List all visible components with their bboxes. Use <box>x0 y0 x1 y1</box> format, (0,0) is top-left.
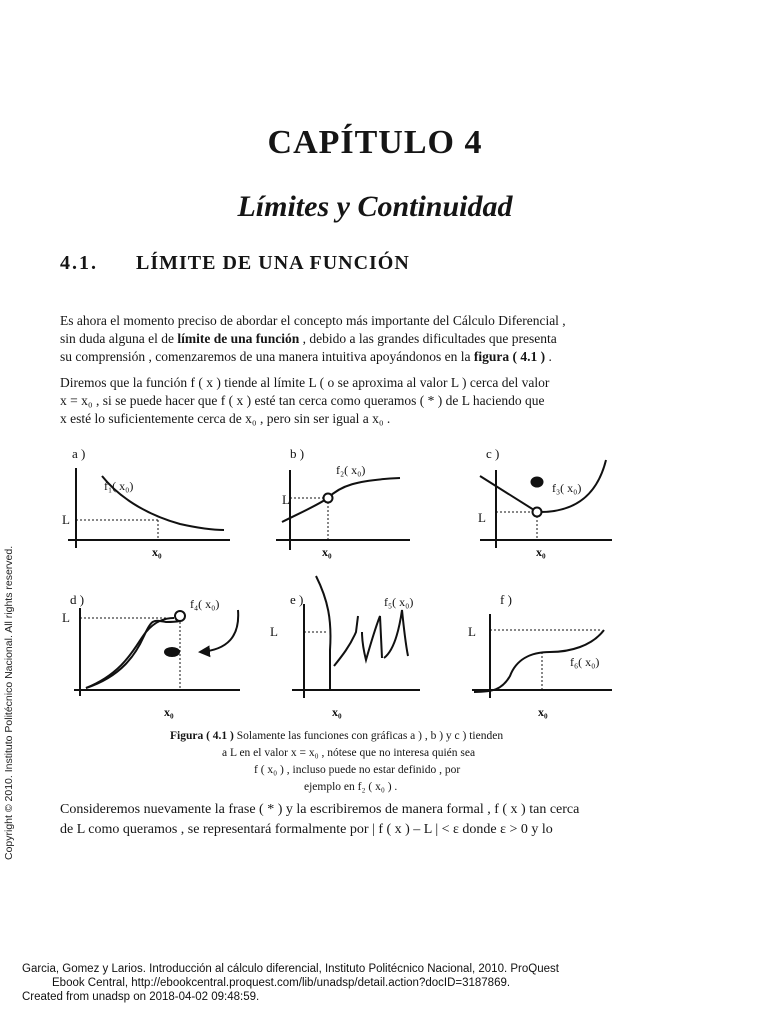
footer-line: Garcia, Gomez y Larios. Introducción al cálculo diferencial, Instituto Politécnico Nacional, 2010. ProQuest <box>22 963 559 975</box>
footer-line: Ebook Central, http://ebookcentral.proquest.com/lib/unadsp/detail.action?docID=3187869. <box>52 977 511 989</box>
function-label: f₅( x₀) <box>384 595 414 609</box>
level-label: L <box>62 610 70 625</box>
level-label: L <box>270 624 278 639</box>
function-label: f₄( x₀) <box>190 597 220 611</box>
function-label: f₂( x₀) <box>336 463 366 477</box>
open-point <box>324 494 333 503</box>
panel-label: f ) <box>500 592 512 607</box>
arrow-curve <box>200 610 238 652</box>
figure-reference: figura ( 4.1 ) <box>473 349 546 364</box>
point-label: x₀ <box>536 545 546 559</box>
level-label: L <box>62 512 70 527</box>
chapter-title: CAPÍTULO 4 <box>267 124 483 161</box>
emphasis-text: límite de una función <box>177 331 300 346</box>
caption-line <box>170 728 590 745</box>
caption-text: Solamente las funciones con gráficas a ) , b ) y c ) tienden <box>233 730 504 742</box>
open-point <box>533 508 542 517</box>
paragraph-line: Diremos que la función f ( x ) tiende al límite L ( o se aproxima al valor L ) cerca del valor <box>60 375 550 390</box>
chapter-subtitle: Límites y Continuidad <box>237 190 513 223</box>
text-run: su comprensión , comenzaremos de una manera intuitiva apoyándonos en la <box>60 349 474 364</box>
footer-line: Created from unadsp on 2018-04-02 09:48:59. <box>22 991 260 1003</box>
text-run: sin duda alguna el de <box>60 331 178 346</box>
paragraph-line: Consideremos nuevamente la frase ( * ) y la escribiremos de manera formal , f ( x ) tan cerca <box>60 802 580 817</box>
caption-line: ejemplo en f₂ ( x₀ ) . <box>304 781 398 793</box>
point-label: x₀ <box>322 545 332 559</box>
function-curve <box>334 616 358 666</box>
section-title: LÍMITE DE UNA FUNCIÓN <box>136 252 410 274</box>
copyright-notice: Copyright © 2010. Instituto Politécnico Nacional. All rights reserved. <box>3 545 15 860</box>
point-label: x₀ <box>152 545 162 559</box>
function-curve-left <box>480 476 534 510</box>
point-label: x₀ <box>164 705 174 719</box>
citation-footer <box>22 962 762 1004</box>
graph-panel-b <box>276 470 410 550</box>
panel-label: e ) <box>290 592 304 607</box>
paragraph-line: de L como queramos , se representará formalmente por | f ( x ) – L | < ε donde ε > 0 y lo <box>60 822 553 837</box>
function-curve <box>362 616 382 660</box>
panel-label: c ) <box>486 446 500 461</box>
caption-figure-label: Figura ( 4.1 ) <box>170 730 234 742</box>
text-run: . <box>545 349 552 364</box>
open-point <box>175 611 185 621</box>
panel-label: b ) <box>290 446 305 461</box>
text-run: , debido a las grandes dificultades que presenta <box>299 331 557 346</box>
function-label: f₆( x₀) <box>570 655 600 669</box>
graph-panel-d <box>74 608 240 696</box>
graph-panel-a <box>68 468 230 548</box>
filled-point <box>165 648 179 656</box>
point-label: x₀ <box>332 705 342 719</box>
function-curve <box>316 576 330 690</box>
paragraph-intro <box>60 312 720 366</box>
figure-caption <box>170 728 590 796</box>
paragraph-formal <box>60 800 720 840</box>
paragraph-line: Es ahora el momento preciso de abordar el concepto más importante del Cálculo Diferencial , <box>60 313 566 328</box>
paragraph-definition <box>60 374 720 428</box>
caption-line: a L en el valor x = x₀ , nótese que no interesa quién sea <box>222 747 476 759</box>
level-label: L <box>282 492 290 507</box>
function-curve <box>86 618 174 688</box>
caption-line: f ( x₀ ) , incluso puede no estar definido , por <box>254 764 461 776</box>
panel-label: a ) <box>72 446 86 461</box>
paragraph-line: x = x₀ , si se puede hacer que f ( x ) esté tan cerca como queramos ( * ) de L haciendo que <box>60 393 545 408</box>
point-label: x₀ <box>538 705 548 719</box>
level-label: L <box>468 624 476 639</box>
figure-4-1 <box>40 440 680 730</box>
function-label: f₃( x₀) <box>552 481 582 495</box>
function-curve <box>384 610 408 658</box>
level-label: L <box>478 510 486 525</box>
panel-label: d ) <box>70 592 85 607</box>
filled-point <box>532 478 543 487</box>
section-number: 4.1. <box>60 252 98 274</box>
function-curve <box>282 478 400 522</box>
paragraph-line: x esté lo suficientemente cerca de x₀ , pero sin ser igual a x₀ . <box>60 411 391 426</box>
paragraph-line <box>60 348 720 366</box>
graph-panel-c <box>480 460 612 548</box>
paragraph-line <box>60 330 720 348</box>
function-label: f₁( x₀) <box>104 479 134 493</box>
